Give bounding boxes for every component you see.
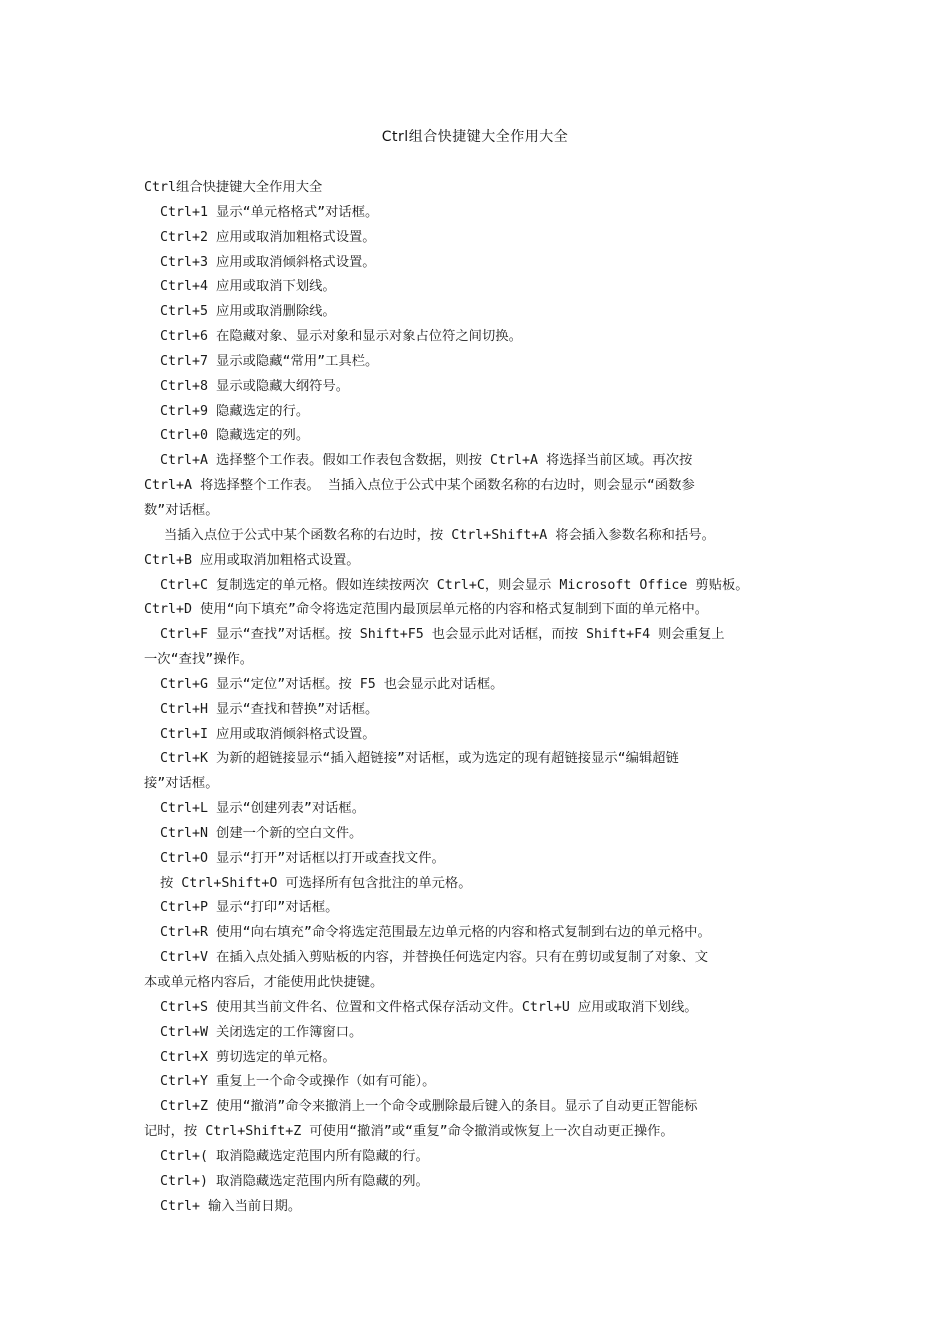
text-line: Ctrl+H 显示“查找和替换”对话框。 — [160, 701, 379, 717]
text-line: Ctrl+A 选择整个工作表。假如工作表包含数据，则按 Ctrl+A 将选择当前区域。再次按 — [160, 453, 693, 469]
text-line: 当插入点位于公式中某个函数名称的右边时，按 Ctrl+Shift+A 将会插入参数名称和括号。 — [164, 527, 715, 543]
text-line: Ctrl+4 应用或取消下划线。 — [160, 279, 336, 295]
text-line: Ctrl+C 复制选定的单元格。假如连续按两次 Ctrl+C，则会显示 Microsoft Office 剪贴板。 — [160, 577, 749, 593]
text-line: Ctrl+V 在插入点处插入剪贴板的内容，并替换任何选定内容。只有在剪切或复制了对象、文 — [160, 950, 709, 966]
text-line: Ctrl+R 使用“向右填充”命令将选定范围最左边单元格的内容和格式复制到右边的单元格中。 — [160, 925, 711, 941]
text-line: Ctrl+Y 重复上一个命令或操作（如有可能）。 — [160, 1074, 436, 1090]
text-line: 一次“查找”操作。 — [144, 652, 254, 668]
document-title: Ctrl组合快捷键大全作用大全 — [381, 129, 569, 145]
text-line: Ctrl+B 应用或取消加粗格式设置。 — [144, 552, 360, 568]
text-line: Ctrl+W 关闭选定的工作簿窗口。 — [160, 1024, 363, 1040]
text-line: Ctrl+0 隐藏选定的列。 — [160, 428, 310, 444]
text-line: Ctrl+1 显示“单元格格式”对话框。 — [160, 204, 379, 220]
text-line: Ctrl+K 为新的超链接显示“插入超链接”对话框，或为选定的现有超链接显示“编辑超链 — [160, 751, 679, 767]
text-line: Ctrl+7 显示或隐藏“常用”工具栏。 — [160, 353, 379, 369]
text-line: Ctrl+( 取消隐藏选定范围内所有隐藏的行。 — [160, 1148, 429, 1164]
text-line: Ctrl组合快捷键大全作用大全 — [144, 180, 323, 195]
text-line: Ctrl+6 在隐藏对象、显示对象和显示对象占位符之间切换。 — [160, 329, 522, 345]
text-line: Ctrl+A 将选择整个工作表。 当插入点位于公式中某个函数名称的右边时，则会显示“函数参 — [144, 478, 695, 494]
text-line: Ctrl+) 取消隐藏选定范围内所有隐藏的列。 — [160, 1173, 429, 1189]
text-line: 按 Ctrl+Shift+O 可选择所有包含批注的单元格。 — [160, 875, 472, 891]
text-line: Ctrl+ 输入当前日期。 — [160, 1198, 302, 1214]
text-line: Ctrl+G 显示“定位”对话框。按 F5 也会显示此对话框。 — [160, 676, 504, 692]
text-line: 数”对话框。 — [144, 502, 219, 518]
text-line: Ctrl+8 显示或隐藏大纲符号。 — [160, 378, 350, 394]
text-line: Ctrl+N 创建一个新的空白文件。 — [160, 825, 363, 841]
text-line: Ctrl+9 隐藏选定的行。 — [160, 403, 310, 419]
text-line: Ctrl+2 应用或取消加粗格式设置。 — [160, 229, 376, 245]
text-line: Ctrl+L 显示“创建列表”对话框。 — [160, 801, 366, 817]
text-line: Ctrl+X 剪切选定的单元格。 — [160, 1049, 336, 1065]
text-line: Ctrl+O 显示“打开”对话框以打开或查找文件。 — [160, 850, 445, 866]
text-line: Ctrl+3 应用或取消倾斜格式设置。 — [160, 254, 376, 270]
text-line: Ctrl+F 显示“查找”对话框。按 Shift+F5 也会显示此对话框，而按 Shift+F4 则会重复上 — [160, 627, 725, 643]
text-line: 接”对话框。 — [144, 776, 219, 792]
text-line: 记时，按 Ctrl+Shift+Z 可使用“撤消”或“重复”命令撤消或恢复上一次自动更正操作。 — [144, 1124, 674, 1140]
text-line: Ctrl+Z 使用“撤消”命令来撤消上一个命令或删除最后键入的条目。显示了自动更正智能标 — [160, 1099, 698, 1115]
text-line: 本或单元格内容后，才能使用此快捷键。 — [144, 975, 384, 990]
text-line: Ctrl+I 应用或取消倾斜格式设置。 — [160, 726, 376, 742]
text-line: Ctrl+5 应用或取消删除线。 — [160, 304, 336, 320]
text-line: Ctrl+D 使用“向下填充”命令将选定范围内最顶层单元格的内容和格式复制到下面的单元格中。 — [144, 602, 709, 618]
text-line: Ctrl+S 使用其当前文件名、位置和文件格式保存活动文件。Ctrl+U 应用或取消下划线。 — [160, 999, 698, 1015]
text-line: Ctrl+P 显示“打印”对话框。 — [160, 900, 339, 916]
document-body — [144, 176, 824, 1219]
